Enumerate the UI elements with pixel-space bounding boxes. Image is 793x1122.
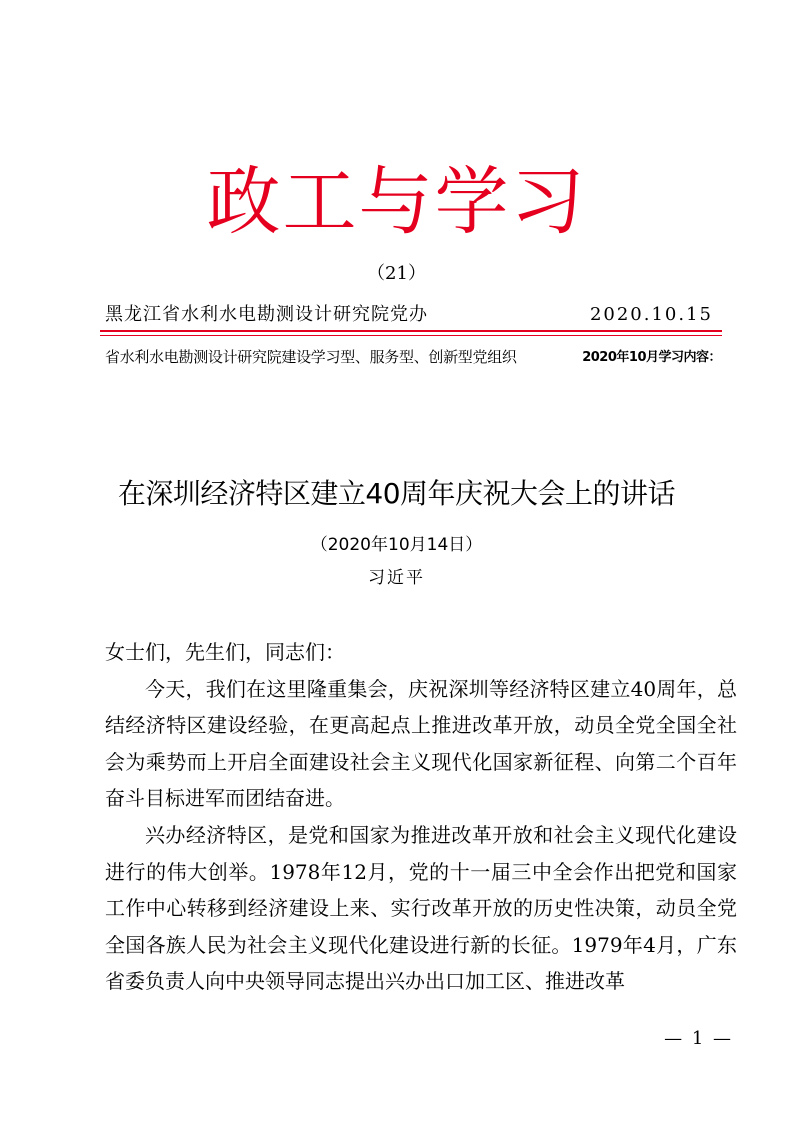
issue-date: 2020.10.15 [589, 304, 713, 325]
speech-title: 在深圳经济特区建立40周年庆祝大会上的讲话 [117, 477, 676, 510]
speech-date: （2020年10月14日） [310, 535, 483, 555]
masthead-divider [100, 330, 722, 332]
speaker-name: 习近平 [368, 568, 425, 588]
issuing-organization: 黑龙江省水利水电勘测设计研究院党办 [105, 304, 428, 325]
paragraph: 今天，我们在这里隆重集会，庆祝深圳等经济特区建立40周年，总结经济特区建设经验，在更高起点上推进改革开放，动员全党全国全社会为乘势而上开启全面建设社会主义现代化国家新征程、向第二个百年奋斗目标进军而团结奋进。 [105, 676, 737, 811]
issue-number: （21） [367, 263, 426, 284]
slogan: 省水利水电勘测设计研究院建设学习型、服务型、创新型党组织 [105, 348, 517, 366]
masthead-title: 政工与学习 [206, 159, 587, 245]
salutation: 女士们，先生们，同志们： [105, 640, 345, 664]
study-content-label: 2020年10月学习内容： [582, 350, 721, 365]
page-number: — 1 — [664, 1028, 733, 1049]
masthead-divider-thin [100, 335, 722, 336]
paragraph: 兴办经济特区，是党和国家为推进改革开放和社会主义现代化建设进行的伟大创举。1978年12月，党的十一届三中全会作出把党和国家工作中心转移到经济建设上来、实行改革开放的历史性决策，动员全党全国各族人民为社会主义现代化建设进行新的长征。1979年4月，广东省委负责人向中央领导同志提出兴办出口加工区、推进改革 [105, 822, 737, 994]
speech-body [105, 634, 737, 1000]
